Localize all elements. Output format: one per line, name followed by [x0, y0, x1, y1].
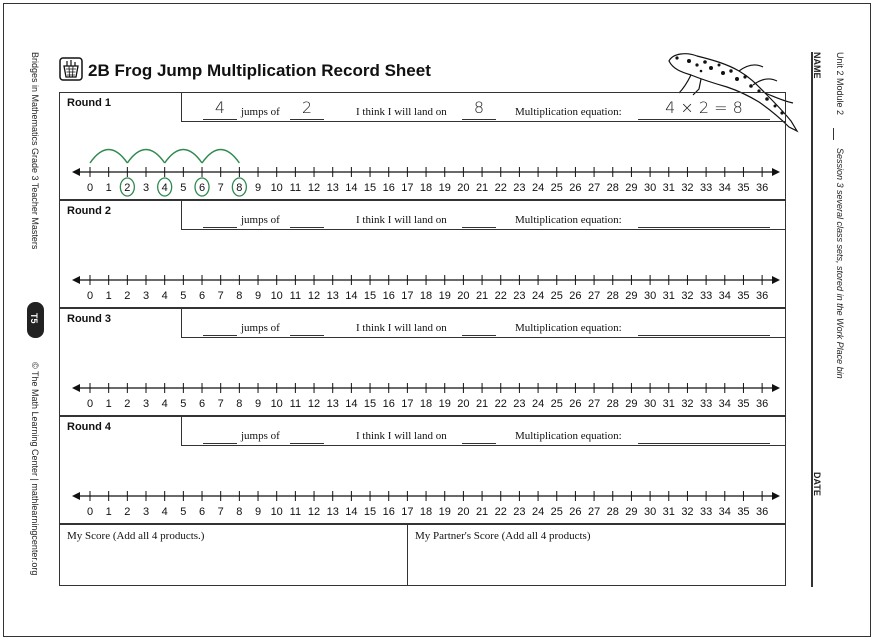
tick-label: 21 — [475, 506, 489, 518]
tick-label: 11 — [289, 506, 302, 518]
tick-label: 10 — [270, 290, 283, 302]
tick-label: 24 — [531, 290, 545, 302]
tick-label: 17 — [401, 290, 414, 302]
tick-label: 33 — [699, 290, 713, 302]
tick-label: 21 — [475, 290, 489, 302]
jump-arc — [127, 150, 164, 164]
round-label: Round 1 — [67, 97, 111, 109]
tick-label: 33 — [699, 506, 713, 518]
jumps-of-label: jumps of — [241, 214, 280, 226]
arrow-left-icon — [72, 492, 80, 500]
copyright-line: © The Math Learning Center | mathlearningcenter.org — [30, 362, 40, 576]
tick-label: 17 — [401, 506, 414, 518]
tick-label: 12 — [307, 290, 321, 302]
tick-label: 7 — [217, 398, 224, 410]
number-line — [70, 142, 790, 198]
tick-label: 28 — [606, 398, 619, 410]
tick-label: 12 — [307, 182, 321, 194]
tick-label: 15 — [363, 290, 377, 302]
tick-label: 34 — [718, 290, 731, 302]
tick-label: 0 — [86, 398, 94, 410]
landing-guess-input[interactable] — [462, 118, 496, 120]
landing-guess-label: I think I will land on — [356, 430, 447, 442]
tick-label: 5 — [180, 182, 187, 194]
tick-label: 0 — [86, 290, 94, 302]
tick-label: 1 — [105, 182, 112, 194]
round-label: Round 4 — [67, 421, 111, 433]
equation-input[interactable] — [638, 226, 770, 228]
tick-label: 4 — [161, 398, 168, 410]
tick-label: 32 — [681, 290, 694, 302]
tick-label: 29 — [625, 290, 638, 302]
equation-input[interactable] — [638, 442, 770, 444]
equation-label: Multiplication equation: — [515, 106, 622, 118]
tick-label: 27 — [587, 182, 601, 194]
tick-label: 1 — [105, 398, 112, 410]
tick-label: 4 — [161, 182, 168, 194]
tick-label: 15 — [363, 182, 377, 194]
equation-label: Multiplication equation: — [515, 214, 622, 226]
tick-label: 34 — [718, 398, 731, 410]
jumps-count-input[interactable] — [203, 226, 237, 228]
tick-label: 5 — [180, 506, 187, 518]
tick-label: 18 — [419, 398, 433, 410]
round-label: Round 2 — [67, 205, 111, 217]
tick-label: 27 — [587, 506, 601, 518]
tick-label: 13 — [326, 290, 339, 302]
tick-label: 32 — [681, 398, 694, 410]
tick-label: 23 — [513, 182, 526, 194]
tick-label: 13 — [326, 506, 339, 518]
tick-label: 20 — [457, 506, 470, 518]
tick-label: 20 — [457, 290, 470, 302]
tick-label: 14 — [345, 398, 358, 410]
tick-label: 30 — [643, 398, 657, 410]
page-tag-text: T5 — [29, 313, 39, 324]
tick-label: 2 — [124, 290, 131, 302]
tick-label: 6 — [198, 506, 206, 518]
arrow-right-icon — [772, 168, 780, 176]
jump-size-input[interactable] — [290, 442, 324, 444]
tick-label: 31 — [662, 182, 675, 194]
landing-guess-input[interactable] — [462, 334, 496, 336]
tick-label: 7 — [217, 506, 224, 518]
jump-arc — [90, 150, 127, 164]
name-write-line — [811, 52, 813, 587]
tick-label: 29 — [625, 398, 638, 410]
tick-label: 33 — [699, 182, 713, 194]
landing-guess-input[interactable] — [462, 442, 496, 444]
tick-label: 32 — [681, 182, 694, 194]
tick-label: 35 — [737, 182, 750, 194]
date-label: DATE — [812, 472, 822, 496]
tick-label: 3 — [142, 290, 150, 302]
session-line: Session 3 several class sets, stored in the Work Place bin — [835, 148, 845, 379]
tick-label: 20 — [457, 398, 470, 410]
tick-label: 14 — [345, 182, 358, 194]
tick-label: 36 — [755, 398, 769, 410]
jump-size-input-value: 2 — [301, 98, 313, 117]
tick-label: 4 — [161, 506, 168, 518]
tick-label: 22 — [494, 506, 507, 518]
tick-label: 16 — [382, 398, 395, 410]
tick-label: 11 — [289, 398, 302, 410]
tick-label: 24 — [531, 398, 545, 410]
round-label: Round 3 — [67, 313, 111, 325]
tick-label: 8 — [236, 182, 243, 194]
tick-label: 26 — [569, 506, 582, 518]
tick-label: 26 — [569, 182, 582, 194]
jump-size-input[interactable] — [290, 118, 324, 120]
tick-label: 7 — [217, 290, 224, 302]
score-divider — [407, 524, 408, 586]
tick-label: 6 — [198, 290, 206, 302]
tick-label: 8 — [236, 398, 243, 410]
equation-input[interactable] — [638, 334, 770, 336]
tick-label: 36 — [755, 506, 769, 518]
tick-label: 36 — [755, 290, 769, 302]
tick-label: 23 — [513, 290, 526, 302]
tick-label: 2 — [124, 182, 131, 194]
tick-label: 30 — [643, 182, 657, 194]
tick-label: 27 — [587, 290, 601, 302]
tick-label: 24 — [531, 506, 545, 518]
tick-label: 33 — [699, 398, 713, 410]
tick-label: 22 — [494, 290, 507, 302]
partner-score-label: My Partner's Score (Add all 4 products) — [415, 530, 591, 542]
tick-label: 28 — [606, 506, 619, 518]
tick-label: 32 — [681, 506, 694, 518]
tick-label: 2 — [124, 506, 131, 518]
jumps-count-input[interactable] — [203, 118, 237, 120]
jumps-count-input[interactable] — [203, 334, 237, 336]
tick-label: 28 — [606, 290, 619, 302]
landing-guess-label: I think I will land on — [356, 214, 447, 226]
tick-label: 5 — [180, 290, 187, 302]
publisher-line: Bridges in Mathematics Grade 3 Teacher Masters — [30, 52, 40, 250]
arrow-right-icon — [772, 384, 780, 392]
jumps-count-input[interactable] — [203, 442, 237, 444]
tick-label: 1 — [105, 506, 112, 518]
tick-label: 29 — [625, 506, 638, 518]
tick-label: 34 — [718, 182, 731, 194]
tick-label: 23 — [513, 398, 526, 410]
tick-label: 4 — [161, 290, 168, 302]
tick-label: 25 — [550, 506, 563, 518]
arrow-left-icon — [72, 276, 80, 284]
tick-label: 8 — [236, 506, 243, 518]
tick-label: 15 — [363, 398, 377, 410]
tick-label: 31 — [662, 506, 675, 518]
tick-label: 35 — [737, 506, 750, 518]
tick-label: 15 — [363, 506, 377, 518]
tick-label: 11 — [289, 290, 302, 302]
tick-label: 9 — [254, 398, 262, 410]
tick-label: 35 — [737, 290, 750, 302]
equation-label: Multiplication equation: — [515, 430, 622, 442]
tick-label: 3 — [142, 398, 150, 410]
tick-label: 5 — [180, 398, 187, 410]
name-label: NAME — [812, 52, 822, 79]
my-score-label: My Score (Add all 4 products.) — [67, 530, 205, 542]
tick-label: 13 — [326, 182, 339, 194]
tick-label: 0 — [86, 506, 94, 518]
tick-label: 31 — [662, 398, 675, 410]
number-line — [70, 466, 790, 522]
landing-guess-input[interactable] — [462, 226, 496, 228]
tick-label: 31 — [662, 290, 675, 302]
tick-label: 3 — [142, 506, 150, 518]
tick-label: 21 — [475, 398, 489, 410]
tick-label: 2 — [124, 398, 131, 410]
page-title: 2B Frog Jump Multiplication Record Sheet — [88, 61, 431, 80]
tick-label: 12 — [307, 506, 321, 518]
tick-label: 36 — [755, 182, 769, 194]
tick-label: 24 — [531, 182, 545, 194]
tick-label: 22 — [494, 182, 507, 194]
equation-input-value: 4 × 2 = 8 — [665, 98, 743, 117]
tick-label: 19 — [438, 506, 451, 518]
tick-label: 19 — [438, 290, 451, 302]
tick-label: 1 — [105, 290, 112, 302]
tick-label: 9 — [254, 182, 262, 194]
tick-label: 9 — [254, 290, 262, 302]
tick-label: 26 — [569, 290, 582, 302]
arrow-right-icon — [772, 492, 780, 500]
tick-label: 29 — [625, 182, 638, 194]
tick-label: 3 — [142, 182, 150, 194]
tick-label: 25 — [550, 182, 563, 194]
jump-size-input[interactable] — [290, 334, 324, 336]
tick-label: 28 — [606, 182, 619, 194]
tick-label: 0 — [86, 182, 94, 194]
right-divider — [833, 128, 834, 140]
tick-label: 10 — [270, 182, 283, 194]
tick-label: 16 — [382, 506, 395, 518]
tick-label: 11 — [289, 182, 302, 194]
tick-label: 21 — [475, 182, 489, 194]
tick-label: 25 — [550, 290, 563, 302]
equation-label: Multiplication equation: — [515, 322, 622, 334]
tick-label: 27 — [587, 398, 601, 410]
arrow-left-icon — [72, 384, 80, 392]
tick-label: 13 — [326, 398, 339, 410]
page-tag — [27, 302, 44, 338]
landing-guess-input-value: 8 — [473, 98, 485, 117]
equation-input[interactable] — [638, 118, 770, 120]
arrow-right-icon — [772, 276, 780, 284]
tick-label: 18 — [419, 290, 433, 302]
unit-line: Unit 2 Module 2 — [835, 52, 845, 116]
tick-label: 8 — [236, 290, 243, 302]
tick-label: 18 — [419, 182, 433, 194]
tick-label: 17 — [401, 182, 414, 194]
tick-label: 35 — [737, 398, 750, 410]
tick-label: 10 — [270, 398, 283, 410]
tick-label: 18 — [419, 506, 433, 518]
tick-label: 14 — [345, 506, 358, 518]
tick-label: 26 — [569, 398, 582, 410]
tick-label: 10 — [270, 506, 283, 518]
tick-label: 30 — [643, 290, 657, 302]
jump-size-input[interactable] — [290, 226, 324, 228]
tick-label: 23 — [513, 506, 526, 518]
tick-label: 19 — [438, 398, 451, 410]
number-line — [70, 358, 790, 414]
tick-label: 14 — [345, 290, 358, 302]
tick-label: 7 — [217, 182, 224, 194]
number-line — [70, 250, 790, 306]
jump-arc — [202, 150, 239, 164]
landing-guess-label: I think I will land on — [356, 322, 447, 334]
tick-label: 6 — [198, 182, 206, 194]
jump-arc — [165, 150, 202, 164]
tick-label: 17 — [401, 398, 414, 410]
jumps-of-label: jumps of — [241, 106, 280, 118]
tick-label: 25 — [550, 398, 563, 410]
landing-guess-label: I think I will land on — [356, 106, 447, 118]
tick-label: 12 — [307, 398, 321, 410]
jumps-of-label: jumps of — [241, 430, 280, 442]
tick-label: 34 — [718, 506, 731, 518]
tick-label: 6 — [198, 398, 206, 410]
tick-label: 20 — [457, 182, 470, 194]
tick-label: 22 — [494, 398, 507, 410]
tick-label: 30 — [643, 506, 657, 518]
basket-icon — [59, 57, 83, 81]
tick-label: 9 — [254, 506, 262, 518]
arrow-left-icon — [72, 168, 80, 176]
jumps-count-input-value: 4 — [214, 98, 226, 117]
tick-label: 16 — [382, 182, 395, 194]
jumps-of-label: jumps of — [241, 322, 280, 334]
tick-label: 19 — [438, 182, 451, 194]
tick-label: 16 — [382, 290, 395, 302]
